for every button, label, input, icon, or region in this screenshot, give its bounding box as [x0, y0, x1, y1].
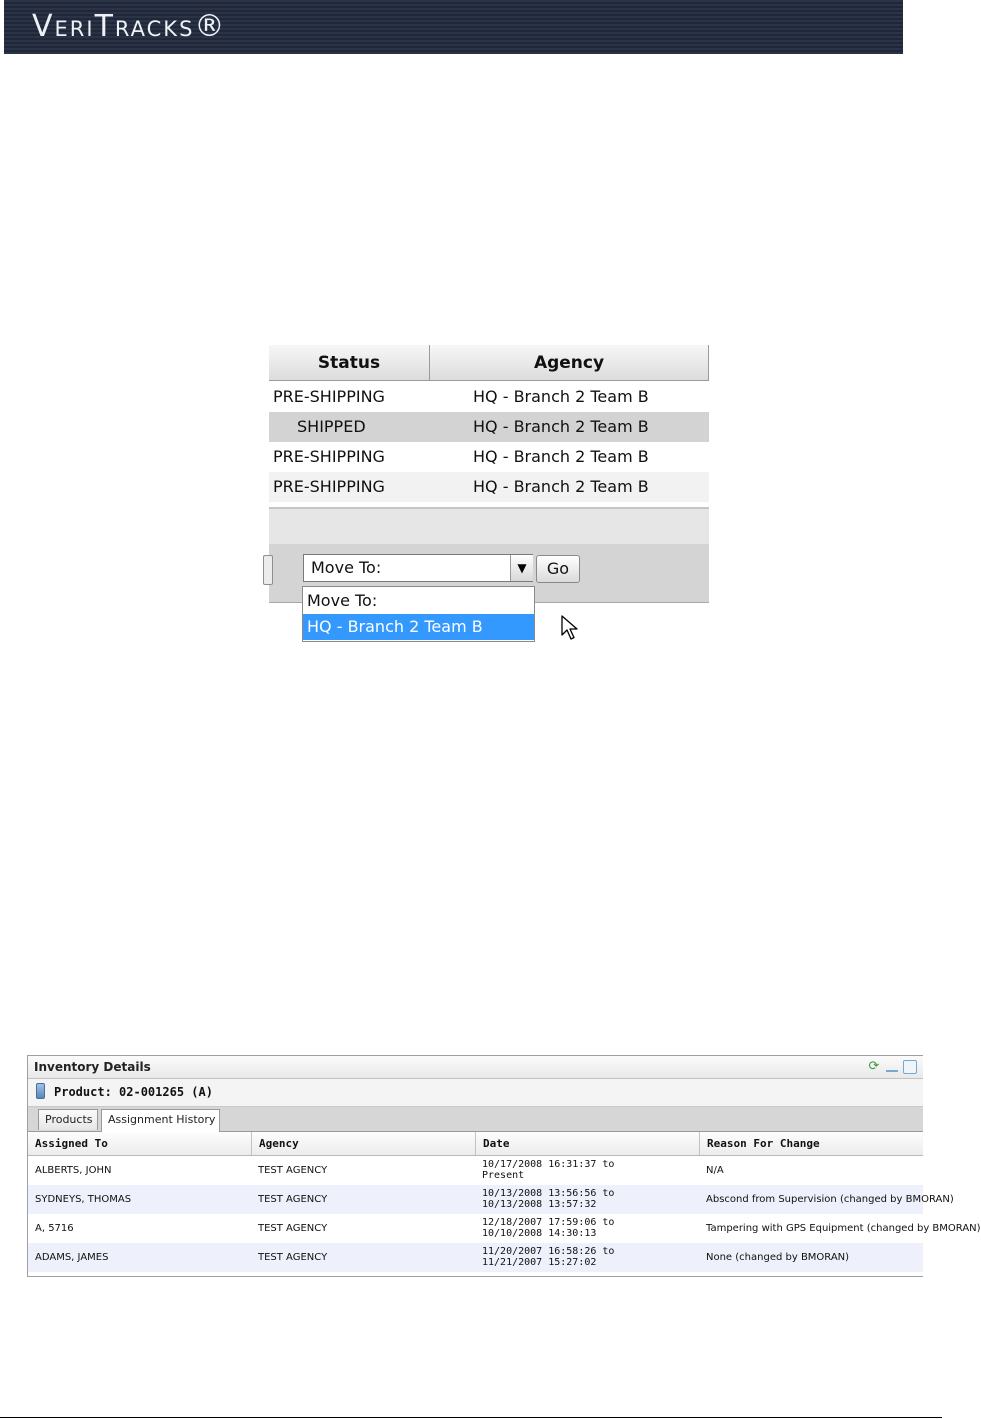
table-header	[28, 1132, 923, 1156]
table-row[interactable]	[269, 412, 709, 442]
panel-header	[28, 1056, 923, 1079]
status-cell: SHIPPED	[297, 417, 366, 436]
dropdown-option[interactable]: Move To:	[307, 591, 378, 610]
inventory-details-panel	[27, 1055, 981, 1277]
column-header-status[interactable]: Status	[269, 345, 430, 381]
panel-title: Inventory Details	[34, 1060, 151, 1074]
table-row[interactable]	[28, 1156, 923, 1185]
product-bar	[28, 1079, 923, 1107]
agency-cell: TEST AGENCY	[258, 1194, 328, 1205]
date-from: 10/13/2008 13:56:56 to	[482, 1188, 615, 1199]
date-from: 10/17/2008 16:31:37 to	[482, 1159, 615, 1170]
column-header-reason[interactable]: Reason For Change	[707, 1137, 820, 1150]
move-to-dropdown-list	[302, 586, 535, 642]
date-from: 12/18/2007 17:59:06 to	[482, 1217, 615, 1228]
status-cell: PRE-SHIPPING	[273, 447, 385, 466]
tab-products[interactable]: Products	[38, 1109, 98, 1130]
veritracks-logo: VeriTracks®	[32, 9, 227, 44]
move-to-select[interactable]: Move To:	[303, 554, 533, 582]
column-header-agency[interactable]: Agency	[252, 1132, 476, 1155]
pager-bar	[269, 507, 709, 546]
device-icon	[36, 1083, 45, 1099]
refresh-icon[interactable]: ⟳	[868, 1059, 880, 1074]
assigned-to-cell: SYDNEYS, THOMAS	[35, 1194, 132, 1205]
date-from: 11/20/2007 16:58:26 to	[482, 1246, 615, 1257]
tab-strip	[28, 1107, 923, 1132]
date-cell	[482, 1243, 696, 1272]
date-to: 10/13/2008 13:57:32	[482, 1199, 597, 1210]
status-cell: PRE-SHIPPING	[273, 477, 385, 496]
column-header-assigned-to[interactable]: Assigned To	[28, 1132, 252, 1155]
column-header-date[interactable]: Date	[476, 1132, 700, 1155]
maximize-icon[interactable]	[903, 1060, 917, 1074]
mouse-pointer-icon	[560, 615, 582, 641]
tab-assignment-history[interactable]: Assignment History	[101, 1109, 220, 1132]
table-row[interactable]	[269, 442, 709, 472]
table-row[interactable]	[269, 472, 709, 502]
dropdown-option-selected[interactable]: HQ - Branch 2 Team B	[303, 614, 534, 640]
go-button[interactable]: Go	[536, 555, 580, 583]
date-to: 10/10/2008 14:30:13	[482, 1228, 597, 1239]
agency-cell: HQ - Branch 2 Team B	[473, 387, 649, 406]
date-to: Present	[482, 1170, 525, 1181]
agency-cell: HQ - Branch 2 Team B	[473, 447, 649, 466]
brand-banner	[4, 0, 903, 54]
column-header-agency[interactable]: Agency	[430, 345, 709, 381]
date-to: 11/21/2007 15:27:02	[482, 1257, 597, 1268]
chevron-down-icon[interactable]: ▼	[510, 555, 533, 581]
minimize-icon[interactable]	[885, 1060, 899, 1074]
agency-cell: TEST AGENCY	[258, 1165, 328, 1176]
page-divider	[0, 1417, 942, 1418]
table-row[interactable]	[28, 1214, 981, 1243]
agency-cell: HQ - Branch 2 Team B	[473, 417, 649, 436]
agency-cell: TEST AGENCY	[258, 1252, 328, 1263]
reason-cell: None (changed by BMORAN)	[706, 1252, 850, 1263]
panel-tools	[867, 1059, 917, 1075]
table-row[interactable]	[28, 1185, 954, 1214]
reason-cell: Abscond from Supervision (changed by BMORAN)	[706, 1194, 954, 1205]
date-cell	[482, 1185, 696, 1214]
assigned-to-cell: ADAMS, JAMES	[35, 1252, 109, 1263]
assigned-to-cell: A, 5716	[35, 1223, 74, 1234]
assigned-to-cell: ALBERTS, JOHN	[35, 1165, 112, 1176]
agency-cell: HQ - Branch 2 Team B	[473, 477, 649, 496]
product-label: Product: 02-001265 (A)	[54, 1085, 213, 1099]
reason-cell: Tampering with GPS Equipment (changed by BMORAN)	[706, 1223, 981, 1234]
date-cell	[482, 1214, 696, 1243]
device-grid-crop	[269, 345, 709, 638]
date-cell	[482, 1156, 696, 1185]
table-row[interactable]	[269, 382, 709, 412]
agency-cell: TEST AGENCY	[258, 1223, 328, 1234]
partial-button[interactable]	[263, 555, 273, 585]
reason-cell: N/A	[706, 1165, 724, 1176]
status-cell: PRE-SHIPPING	[273, 387, 385, 406]
table-row[interactable]	[28, 1243, 923, 1272]
